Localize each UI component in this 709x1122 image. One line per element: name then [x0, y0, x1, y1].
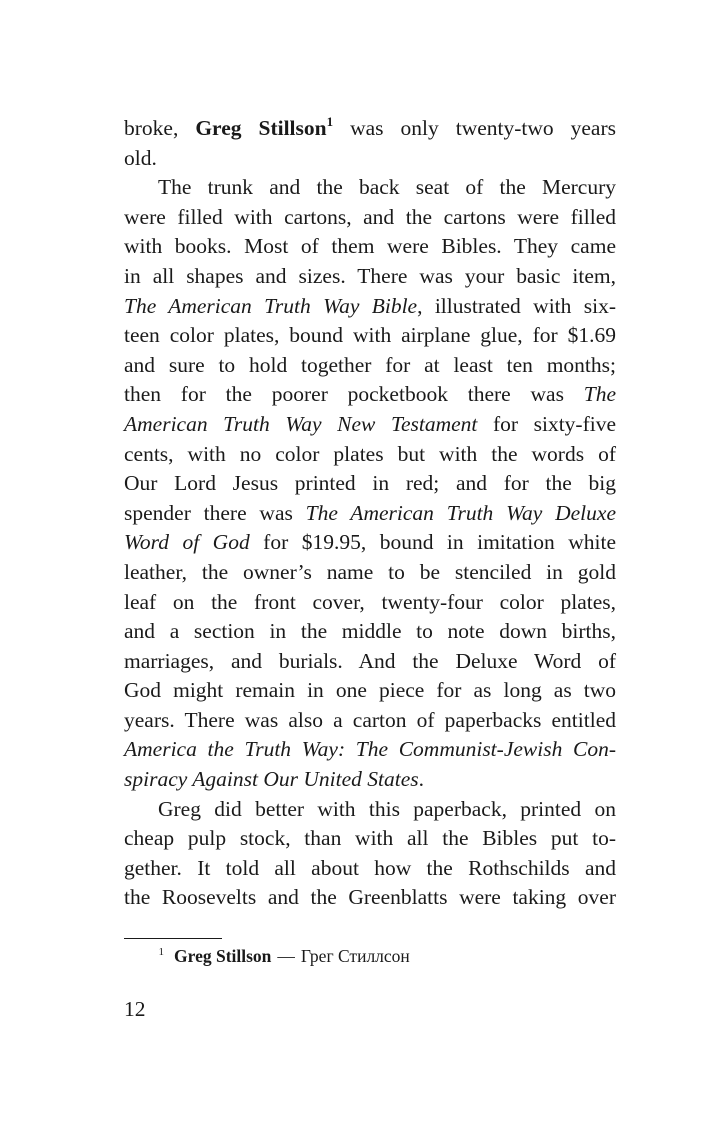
text-line: cents, with no color plates but with the words of — [124, 441, 616, 466]
footnote-divider — [124, 938, 222, 939]
text-line: gether. It told all about how the Rothschilds and — [124, 855, 616, 880]
footnote-number: 1 — [158, 946, 164, 958]
text-line: God might remain in one piece for as long as two — [124, 678, 616, 703]
text-line: and sure to hold together for at least ten months; — [124, 352, 616, 377]
text-line: spender there was The American Truth Way Deluxe — [124, 500, 616, 525]
text-line: in all shapes and sizes. There was your basic item, — [124, 263, 616, 288]
text-line: Greg did better with this paperback, printed on — [158, 796, 616, 821]
text-line — [124, 735, 616, 765]
text-line: Our Lord Jesus printed in red; and for the big — [124, 471, 616, 496]
text-line: Word of God for $19.95, bound in imitation white — [124, 530, 616, 555]
character-name: Greg Stillson — [195, 116, 327, 140]
book-title: The American Truth Way Deluxe — [305, 500, 616, 525]
text-line: American Truth Way New Testament for sixty-five — [124, 411, 616, 436]
text-line: teen color plates, bound with airplane glue, for $1.69 — [124, 323, 616, 348]
text-line: cheap pulp stock, than with all the Bibles put to- — [124, 826, 616, 851]
text-line: The trunk and the back seat of the Mercury — [158, 175, 616, 200]
footnote-translation: Грег Стиллсон — [300, 946, 410, 966]
text-line: the Roosevelts and the Greenblatts were taking over — [124, 885, 616, 910]
text-line: old. — [124, 145, 157, 170]
footnote-separator: — — [277, 946, 295, 966]
footnote — [124, 944, 616, 971]
book-title: The — [583, 382, 616, 407]
book-title: America the Truth Way: The Communist-Jewish Con- — [124, 737, 616, 762]
text-line: broke, Greg Stillson$^1$ was only twenty-two years — [124, 114, 617, 140]
text-line: and a section in the middle to note down births, — [124, 619, 616, 644]
page-body — [124, 114, 616, 913]
text-line: spiracy Against Our United States. — [124, 767, 424, 792]
text-line: with books. Most of them were Bibles. They came — [124, 234, 616, 259]
text-line: were filled with cartons, and the cartons were filled — [124, 204, 616, 229]
text-line: then for the poorer pocketbook there was The — [124, 382, 616, 407]
book-title: American Truth Way New Testament — [124, 411, 478, 436]
footnote-term: Greg Stillson — [174, 946, 272, 966]
book-title: Word of God — [124, 530, 250, 555]
text-line: leather, the owner’s name to be stenciled in gold — [124, 559, 616, 584]
text-line: marriages, and burials. And the Deluxe Word of — [124, 648, 616, 673]
footnote-reference[interactable]: 1 — [326, 114, 334, 129]
book-title: spiracy Against Our United States — [124, 767, 419, 792]
text-line: leaf on the front cover, twenty-four color plates, — [124, 589, 616, 614]
book-title: The American Truth Way Bible — [124, 293, 418, 318]
text-line: years. There was also a carton of paperbacks entitled — [124, 707, 616, 732]
page-number: 12 — [124, 997, 146, 1021]
text-line: The American Truth Way Bible, illustrated with six- — [124, 293, 616, 318]
